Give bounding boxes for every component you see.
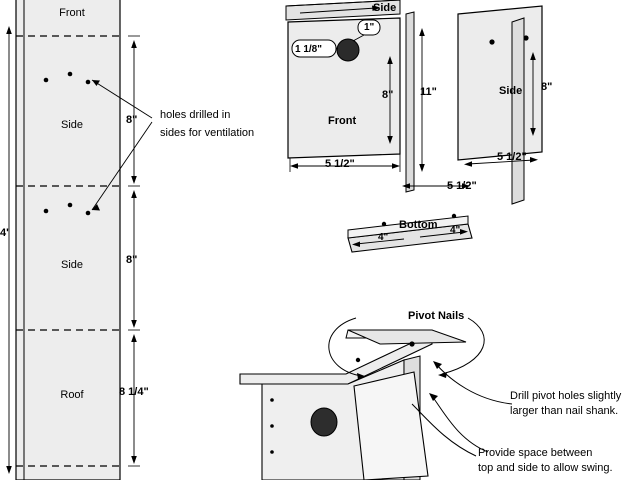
dim-front-height: 8" bbox=[382, 89, 394, 101]
dim-bottom-w1: 4" bbox=[378, 232, 389, 243]
board-total-length-label: 4' bbox=[0, 227, 9, 239]
drill-note-line-1: Drill pivot holes slightly bbox=[510, 390, 622, 402]
assembly-label-top-side: Side bbox=[373, 2, 397, 14]
dim-side-width: 5 1/2" bbox=[497, 151, 527, 163]
drill-note-line-2: larger than nail shank. bbox=[510, 405, 619, 417]
dim-bottom-total-width: 5 1/2" bbox=[447, 180, 477, 192]
board-dim-roof: 8 1/4" bbox=[119, 386, 149, 398]
assembly-label-front: Front bbox=[328, 115, 357, 127]
board-section-label-side-1: Side bbox=[60, 119, 84, 131]
dim-hole-offset: 1" bbox=[364, 22, 375, 33]
board-section-label-side-2: Side bbox=[60, 259, 84, 271]
dim-entry-hole: 1 1/8" bbox=[295, 44, 322, 55]
pivot-nails-label: Pivot Nails bbox=[408, 310, 465, 322]
dim-tall-height: 11" bbox=[420, 86, 437, 98]
assembly-exploded-svg bbox=[280, 0, 640, 260]
board-layout-svg bbox=[0, 0, 180, 480]
assembly-label-side: Side bbox=[499, 85, 523, 97]
ventilation-note-line-1: holes drilled in bbox=[160, 109, 231, 121]
board-section-label-roof: Roof bbox=[60, 389, 84, 401]
swing-note-line-2: top and side to allow swing. bbox=[478, 462, 613, 474]
swing-note-line-1: Provide space between bbox=[478, 447, 593, 459]
ventilation-note-line-2: sides for ventilation bbox=[160, 127, 255, 139]
dim-front-width: 5 1/2" bbox=[325, 158, 355, 170]
board-dim-side-1: 8" bbox=[126, 114, 138, 126]
board-dim-side-2: 8" bbox=[126, 254, 138, 266]
board-section-label-front: Front bbox=[59, 7, 85, 19]
assembly-label-bottom: Bottom bbox=[399, 219, 438, 231]
dim-bottom-w2: 4" bbox=[450, 225, 461, 236]
dim-side-height: 8" bbox=[541, 81, 553, 93]
